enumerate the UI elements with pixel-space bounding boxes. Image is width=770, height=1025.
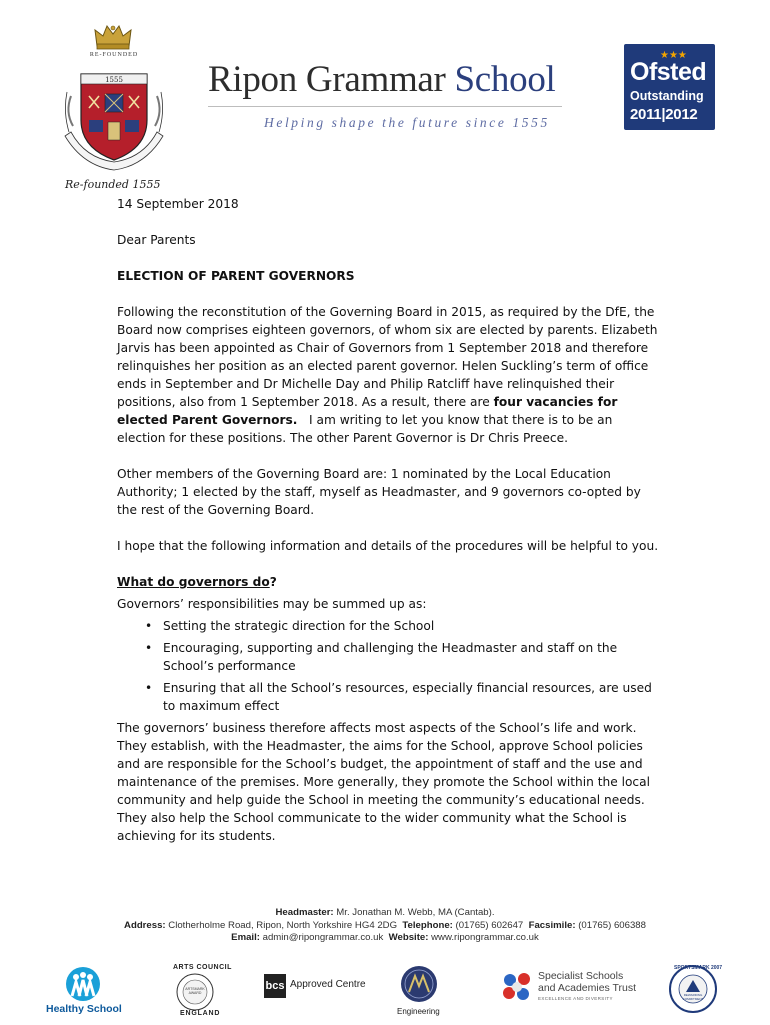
paragraph-board-members: Other members of the Governing Board are: 1 nominated by the Local Education Authority; 1 elected by the staff, myself as Headmaster, and 9 governors co-opted by the rest of the Governing Board. xyxy=(117,467,641,517)
ssat-line2: and Academies Trust xyxy=(538,982,637,994)
engineering-logo xyxy=(395,962,443,1020)
arts-council-center-label: ARTSMARK AWARD xyxy=(185,987,205,995)
letter-salutation: Dear Parents xyxy=(117,233,196,247)
paragraph-vacancies xyxy=(117,303,662,447)
ofsted-rating: Outstanding xyxy=(630,89,704,103)
footer-headmaster: Headmaster: Mr. Jonathan M. Webb, MA (Cantab). xyxy=(275,907,495,918)
bullet-icon: • xyxy=(145,641,153,655)
ofsted-badge xyxy=(624,44,715,130)
paragraph-governors-business: The governors’ business therefore affects most aspects of the School’s life and work. They establish, with the Headmaster, the aims for the School, approve School policies and are responsible for the School’s budget, the appointment of staff and the use and maintenance of the premises. More generally, they promote the School within the local community and help guide the School in meeting the community’s educational needs. They also help the School communicate to the wider community what the School is achieving for its students. xyxy=(117,721,650,843)
section-heading xyxy=(117,573,662,591)
shield-icon xyxy=(63,62,165,172)
paragraph-procedures: I hope that the following information and details of the procedures will be helpful to you. xyxy=(117,539,659,553)
bcs-label: Approved Centre xyxy=(290,979,366,990)
bullet-icon: • xyxy=(145,681,153,695)
ssat-line1: Specialist Schools xyxy=(538,970,624,982)
ofsted-title: Ofsted xyxy=(630,58,707,86)
footer-online: Email: admin@ripongrammar.co.uk Website: www.ripongrammar.co.uk xyxy=(231,932,539,943)
letter-heading: ELECTION OF PARENT GOVERNORS xyxy=(117,269,355,283)
section-heading-text: What do governors do xyxy=(117,575,270,589)
bullet-icon: • xyxy=(145,619,153,633)
sportsmark-icon xyxy=(668,964,718,1014)
list-item: • Encouraging, supporting and challenging the Headmaster and staff on the School’s performance xyxy=(145,641,618,673)
crest-refounded-script: Re-founded 1555 xyxy=(65,178,161,191)
healthy-school-logo xyxy=(44,966,124,1018)
sportsmark-label: SPORTSMARK 2007 xyxy=(674,965,723,971)
vacancies-emphasis: four vacancies for elected Parent Governors. xyxy=(117,395,618,427)
ofsted-years: 2011|2012 xyxy=(630,106,698,123)
section-heading-mark: ? xyxy=(269,575,277,589)
engineering-icon xyxy=(399,964,439,1004)
letter-body xyxy=(117,195,662,845)
arts-council-bottom-label: ENGLAND xyxy=(180,1010,221,1017)
letter-date: 14 September 2018 xyxy=(117,197,239,211)
arts-council-logo xyxy=(165,964,232,1022)
engineering-label: Engineering xyxy=(397,1007,440,1016)
ssat-icon xyxy=(500,970,534,1004)
bcs-mark: bcs xyxy=(264,974,286,998)
school-name-accent: School xyxy=(454,59,556,100)
arts-council-top-label: ARTS COUNCIL xyxy=(173,964,232,971)
footer-contact xyxy=(0,907,770,945)
list-item: • Setting the strategic direction for the School xyxy=(145,619,435,633)
school-motto: Helping shape the future since 1555 xyxy=(264,115,550,130)
sportsmark-logo xyxy=(668,962,723,1020)
svg-text:1555: 1555 xyxy=(105,76,123,84)
accreditation-logos xyxy=(0,962,770,1022)
healthy-school-icon xyxy=(58,966,108,1002)
footer-address: Address: Clotherholme Road, Ripon, North Yorkshire HG4 2DG Telephone: (01765) 602647 Facsimile: (01765) 606388 xyxy=(124,919,646,931)
healthy-school-label: Healthy School xyxy=(46,1003,122,1015)
list-item: • Ensuring that all the School’s resources, especially financial resources, are used to maximum effect xyxy=(145,681,652,713)
ssat-line3: EXCELLENCE AND DIVERSITY xyxy=(538,996,613,1001)
crest-refounded-label: RE-FOUNDED xyxy=(89,52,139,58)
footer-website[interactable]: www.ripongrammar.co.uk xyxy=(428,932,539,943)
school-name-primary: Ripon Grammar xyxy=(208,59,455,100)
crown-icon xyxy=(93,22,133,50)
sportsmark-sub-label: REWARDING COMMITMENT xyxy=(682,993,704,1001)
ssat-logo xyxy=(500,968,650,1012)
paragraph-vacancies-text: Following the reconstitution of the Governing Board in 2015, as required by the DfE, the Board now comprises eighteen governors, of whom six are elected by parents. Elizabeth Jarvis has been appointed as Chair of Governors from 1 September 2018 and therefore relinquishes her position as an elected parent governor. Helen Suckling’s term of office ends in September and Dr Michelle Day and Philip Ratcliff have relinquished their positions, also from 1 September 2018. As a result, there are xyxy=(117,305,658,409)
footer-email[interactable]: admin@ripongrammar.co.uk xyxy=(259,932,389,943)
responsibilities-intro: Governors’ responsibilities may be summed up as: xyxy=(117,597,427,611)
school-name xyxy=(208,58,556,101)
ofsted-stars-icon: ★★★ xyxy=(660,50,687,61)
paragraph-vacancies-text-end: I am writing to let you know that there is to be an election for these positions. The other Parent Governor is Dr Chris Preece. xyxy=(117,413,617,445)
bcs-logo xyxy=(264,974,364,1004)
responsibilities-list xyxy=(117,617,662,715)
letterhead-divider xyxy=(208,106,562,107)
